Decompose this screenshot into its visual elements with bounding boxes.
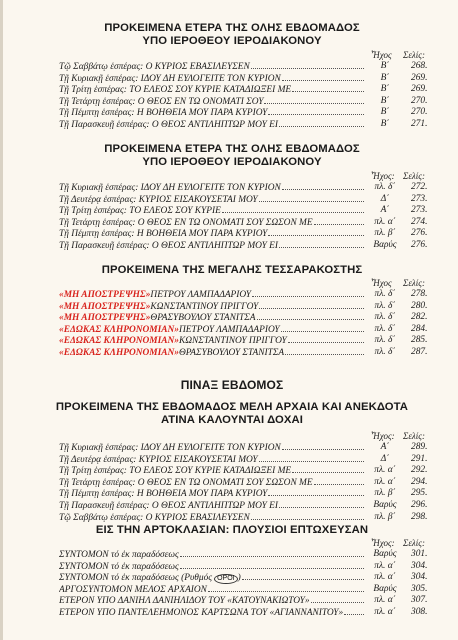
toc-entry-incipit: «ΕΔΩΚΑΣ ΚΛΗΡΟΝΟΜΙΑΝ» — [59, 336, 179, 347]
toc-entry-incipit: «ΜΗ ΑΠΟΣΤΡΕΨΗΣ» — [59, 313, 151, 324]
dot-leader — [242, 572, 364, 580]
column-headers — [3, 538, 458, 549]
toc-entry-page: 271. — [411, 118, 428, 129]
column-header-page: Σελίς: — [403, 278, 425, 288]
toc-entry-mode: πλ. δ΄ — [374, 312, 396, 323]
toc-entry-title — [59, 312, 364, 323]
dot-leader — [257, 312, 364, 320]
toc-entry-text: ΣΥΝΤΟΜΟΝ τό ἐκ παραδόσεως — [59, 561, 179, 572]
dot-leader — [251, 61, 364, 69]
dot-leader — [292, 84, 364, 92]
dot-leader — [292, 465, 364, 473]
section-5 — [3, 524, 458, 619]
dot-leader — [222, 205, 364, 213]
toc-entry-text: Τῇ Πέμπτῃ ἑσπέρας: Η ΒΟΗΘΕΙΑ ΜΟΥ ΠΑΡΑ ΚΥΡΙΟΥ — [59, 489, 268, 500]
column-header-page: Σελίς: — [403, 50, 425, 60]
toc-entry-title — [59, 454, 364, 465]
column-header-mode: Ἦχος — [371, 50, 392, 60]
toc-entry-page: 269. — [411, 84, 428, 95]
toc-entry-text: ΕΤΕΡΟΝ ΥΠΟ ΠΑΝΤΕΛΕΗΜΟΝΟΣ ΚΑΡΤΣΩΝΑ ΤΟΥ «ΑΓΙΑΝΝΑΝΙΤΟΥ» — [59, 607, 344, 618]
column-headers — [3, 431, 458, 442]
toc-list — [3, 549, 458, 619]
toc-entry-mode: πλ. α΄ — [374, 465, 396, 476]
toc-entry[interactable] — [3, 119, 458, 131]
toc-entry-page: 282. — [411, 312, 428, 323]
toc-entry-title — [59, 607, 364, 618]
dot-leader — [268, 107, 364, 115]
dot-leader — [311, 595, 364, 603]
toc-entry-page: 307. — [411, 595, 428, 606]
toc-entry-mode: Β΄ — [380, 95, 390, 106]
section-title-line-1: ΠΡΟΚΕΙΜΕΝΑ ΕΤΕΡΑ ΤΗΣ ΟΛΗΣ ΕΒΔΟΜΑΔΟΣ — [104, 143, 360, 155]
toc-entry-page: 273. — [411, 193, 428, 204]
section-1 — [3, 22, 458, 131]
toc-entry-text: ΘΡΑΣΥΒΟΥΛΟΥ ΣΤΑΝΙΤΣΑ — [179, 347, 285, 358]
section-title — [3, 22, 458, 48]
toc-entry[interactable] — [3, 240, 458, 252]
toc-entry-title — [59, 228, 364, 239]
section-title-line-1: ΕΙΣ ΤΗΝ ΑΡΤΟΚΛΑΣΙΑΝ: ΠΛΟΥΣΙΟΙ ΕΠΤΩΧΕΥΣΑΝ — [95, 524, 369, 536]
toc-entry-page: 294. — [411, 476, 428, 487]
toc-entry[interactable] — [3, 477, 458, 489]
section-2 — [3, 143, 458, 252]
toc-entry[interactable] — [3, 107, 458, 119]
toc-entry-page: 276. — [411, 228, 428, 239]
toc-entry-mode: πλ. β΄ — [374, 228, 396, 239]
toc-entry-title — [59, 584, 364, 595]
toc-entry-title — [59, 217, 364, 228]
toc-entry-page: 296. — [411, 499, 428, 510]
toc-entry-title — [59, 240, 364, 251]
toc-entry-incipit: «ΕΔΩΚΑΣ ΚΛΗΡΟΝΟΜΙΑΝ» — [59, 347, 179, 358]
toc-entry-page: 292. — [411, 465, 428, 476]
toc-entry[interactable] — [3, 500, 458, 512]
toc-entry[interactable] — [3, 572, 458, 584]
toc-entry-page: 305. — [411, 583, 428, 594]
section-title-line-2: ΥΠΟ ΙΕΡΟΘΕΟΥ ΙΕΡΟΔΙΑΚΟΝΟΥ — [142, 156, 322, 168]
toc-entry[interactable] — [3, 84, 458, 96]
toc-entry-text: ΘΡΑΣΥΒΟΥΛΟΥ ΣΤΑΝΙΤΣΑ — [150, 313, 256, 324]
toc-entry-mode: Β΄ — [380, 107, 390, 118]
toc-entry-page: 269. — [411, 72, 428, 83]
toc-entry-title — [59, 465, 364, 476]
toc-entry-text: Τῇ Παρασκευῇ ἑσπέρας: Ο ΘΕΟΣ ΑΝΤΙΛΗΠΤΩΡ ΜΟΥ ΕΙ — [59, 240, 278, 251]
toc-entry-title — [59, 572, 364, 584]
toc-list — [3, 61, 458, 131]
section-title — [3, 401, 458, 427]
toc-entry-title — [59, 119, 364, 130]
toc-entry-mode: πλ. α΄ — [374, 595, 396, 606]
toc-entry-mode: Βαρύς — [373, 239, 397, 250]
dot-leader — [282, 73, 364, 81]
toc-entry-title — [59, 301, 364, 312]
toc-entry[interactable] — [3, 61, 458, 73]
toc-entry-title — [59, 500, 364, 511]
toc-entry-mode: πλ. α΄ — [374, 572, 396, 583]
dot-leader — [285, 347, 364, 355]
toc-entry-page: 276. — [411, 239, 428, 250]
toc-entry-text: Τῷ Σαββάτῳ ἑσπέρας: Ο ΚΥΡΙΟΣ ΕΒΑΣΙΛΕΥΣΕΝ — [59, 62, 250, 72]
section-title-line-2: ΑΤΙΝΑ ΚΑΛΟΥΝΤΑΙ ΔΟΧΑΙ — [160, 414, 304, 426]
dot-leader — [314, 477, 364, 485]
toc-entry-text: Τῇ Τετάρτῃ ἑσπέρας: Ο ΘΕΟΣ ΕΝ ΤΩ ΟΝΟΜΑΤΙ ΣΟΥ ΣΩΣΟΝ ΜΕ — [59, 217, 313, 228]
dot-leader — [252, 289, 364, 297]
toc-entry-text: ΚΩΝΣΤΑΝΤΙΝΟΥ ΠΡΙΓΓΟΥ — [150, 301, 259, 312]
toc-entry-page: 308. — [411, 606, 428, 617]
toc-entry-incipit: «ΕΔΩΚΑΣ ΚΛΗΡΟΝΟΜΙΑΝ» — [59, 324, 179, 335]
toc-entry-incipit: «ΜΗ ΑΠΟΣΤΡΕΨΗΣ» — [59, 290, 151, 300]
toc-entry-page: 272. — [411, 182, 428, 192]
toc-entry-text: ΠΕΤΡΟΥ ΛΑΜΠΑΔΑΡΙΟΥ — [150, 290, 252, 300]
toc-entry-mode: Β΄ — [380, 72, 390, 83]
toc-entry-mode: πλ. δ΄ — [374, 323, 396, 334]
toc-entry[interactable] — [3, 301, 458, 313]
dot-leader — [259, 194, 364, 202]
toc-entry-title — [59, 96, 364, 107]
toc-entry-text: Τῇ Πέμπτῃ ἑσπέρας: Η ΒΟΗΘΕΙΑ ΜΟΥ ΠΑΡΑ ΚΥΡΙΟΥ — [59, 108, 268, 119]
toc-entry-title — [59, 289, 364, 300]
toc-entry-mode: πλ. α΄ — [374, 216, 396, 227]
toc-entry[interactable] — [3, 442, 458, 454]
toc-entry-title — [59, 488, 364, 499]
column-headers — [3, 50, 458, 61]
section-4 — [3, 378, 458, 523]
toc-entry-title — [59, 561, 364, 572]
toc-entry-text: ΠΕΤΡΟΥ ΛΑΜΠΑΔΑΡΙΟΥ — [179, 324, 280, 335]
toc-entry-mode: πλ. β΄ — [374, 488, 396, 499]
toc-entry-page: 284. — [411, 323, 428, 334]
toc-entry[interactable] — [3, 512, 458, 524]
toc-entry-page: 291. — [411, 453, 428, 464]
toc-entry-page: 298. — [411, 511, 428, 522]
toc-entry-mode: Βαρύς — [373, 499, 397, 510]
toc-entry-page: 289. — [411, 442, 428, 452]
toc-entry[interactable] — [3, 607, 458, 619]
column-header-mode: Ἦχος: — [371, 171, 395, 181]
section-3 — [3, 264, 458, 359]
toc-entry-title — [59, 194, 364, 205]
toc-entry-title — [59, 335, 364, 346]
dot-leader — [282, 442, 364, 450]
toc-entry[interactable] — [3, 228, 458, 240]
toc-entry-mode: πλ. δ΄ — [374, 335, 396, 346]
section-title — [3, 264, 458, 277]
column-headers — [3, 278, 458, 289]
toc-entry-text: Τῇ Παρασκευῇ ἑσπέρας: Ο ΘΕΟΣ ΑΝΤΙΛΗΠΤΩΡ ΜΟΥ ΕΙ — [59, 500, 278, 511]
toc-list — [3, 442, 458, 523]
toc-entry-page: 278. — [411, 289, 428, 299]
toc-entry[interactable] — [3, 182, 458, 194]
toc-entry-text: Τῇ Τρίτῃ ἑσπέρας: ΤΟ ΕΛΕΟΣ ΣΟΥ ΚΥΡΙΕ ΚΑΤΑΔΙΩΞΕΙ ΜΕ — [59, 85, 292, 96]
toc-entry-mode: πλ. α΄ — [374, 606, 396, 617]
dot-leader — [259, 454, 364, 462]
column-header-page: Σελίς: — [403, 171, 425, 181]
table-heading: ΠΙΝΑΞ ΕΒΔΟΜΟΣ — [180, 378, 284, 392]
toc-entry-text: Τῇ Τετάρτῃ ἑσπέρας: Ο ΘΕΟΣ ΕΝ ΤΩ ΟΝΟΜΑΤΙ ΣΟΥ — [59, 96, 264, 107]
toc-entry[interactable] — [3, 96, 458, 108]
section-title — [3, 524, 458, 537]
dot-leader — [344, 607, 364, 615]
toc-entry-mode: Δ΄ — [380, 193, 390, 204]
toc-entry-title — [59, 107, 364, 118]
toc-entry-text: ΚΩΝΣΤΑΝΤΙΝΟΥ ΠΡΙΓΓΟΥ — [179, 336, 287, 347]
toc-entry-mode: Α΄ — [380, 205, 390, 216]
toc-entry-text: Τῇ Τετάρτῃ ἑσπέρας: Ο ΘΕΟΣ ΕΝ ΤΩ ΟΝΟΜΑΤΙ ΣΟΥ ΣΩΣΟΝ ΜΕ — [59, 477, 313, 488]
toc-entry-title — [59, 182, 364, 193]
toc-entry-page: 274. — [411, 216, 428, 227]
toc-entry-mode: Α΄ — [380, 442, 390, 452]
toc-entry-mode: Β΄ — [380, 84, 390, 95]
toc-list — [3, 182, 458, 252]
toc-entry-title — [59, 324, 364, 335]
toc-entry-page: 304. — [411, 572, 428, 583]
toc-entry[interactable] — [3, 584, 458, 596]
toc-entry-page: 270. — [411, 107, 428, 118]
toc-entry-mode: πλ. δ΄ — [374, 300, 396, 311]
dot-leader — [180, 549, 364, 557]
dot-leader — [268, 488, 364, 496]
toc-entry-title — [59, 73, 364, 84]
dot-leader — [208, 584, 364, 592]
toc-entry[interactable] — [3, 73, 458, 85]
toc-entry-text: Τῇ Δευτέρᾳ ἑσπέρας: ΚΥΡΙΟΣ ΕΙΣΑΚΟΥΣΕΤΑΙ ΜΟΥ — [59, 454, 258, 465]
toc-entry[interactable] — [3, 205, 458, 217]
toc-list — [3, 289, 458, 359]
toc-entry-mode: Βαρύς — [373, 549, 397, 559]
section-title — [3, 143, 458, 169]
column-header-page: Σελίς: — [403, 431, 425, 441]
toc-entry[interactable] — [3, 289, 458, 301]
toc-entry-title — [59, 61, 364, 72]
rhythm-symbol: ΟΡΟΙ — [214, 574, 238, 584]
section-title-line-1: ΠΡΟΚΕΙΜΕΝΑ ΤΗΣ ΜΕΓΑΛΗΣ ΤΕΣΣΑΡΑΚΟΣΤΗΣ — [101, 264, 363, 276]
column-header-page: Σελίς: — [403, 538, 425, 548]
dot-leader — [314, 217, 364, 225]
dot-leader — [279, 119, 364, 127]
section-title-line-2: ΥΠΟ ΙΕΡΟΘΕΟΥ ΙΕΡΟΔΙΑΚΟΝΟΥ — [142, 35, 322, 47]
toc-entry-title — [59, 595, 364, 606]
toc-entry-text: Τῇ Κυριακῇ ἑσπέρας: ΙΔΟΥ ΔΗ ΕΥΛΟΓΕΙΤΕ ΤΟΝ ΚΥΡΙΟΝ — [59, 183, 281, 193]
toc-entry-page: 304. — [411, 560, 428, 571]
toc-entry[interactable] — [3, 335, 458, 347]
toc-entry[interactable] — [3, 595, 458, 607]
toc-entry-title — [59, 549, 364, 560]
toc-entry-title — [59, 205, 364, 216]
section-title-line-1: ΠΡΟΚΕΙΜΕΝΑ ΕΤΕΡΑ ΤΗΣ ΟΛΗΣ ΕΒΔΟΜΑΔΟΣ — [104, 22, 360, 34]
toc-entry-page: 273. — [411, 205, 428, 216]
toc-entry-text-end: ) — [237, 573, 241, 584]
toc-entry-text: Τῇ Δευτέρᾳ ἑσπέρας: ΚΥΡΙΟΣ ΕΙΣΑΚΟΥΣΕΤΑΙ ΜΟΥ — [59, 194, 258, 205]
toc-entry-text: Τῇ Τρίτῃ ἑσπέρας: ΤΟ ΕΛΕΟΣ ΣΟΥ ΚΥΡΙΕ ΚΑΤΑΔΙΩΞΕΙ ΜΕ — [59, 466, 292, 477]
column-header-mode: Ἦχος: — [371, 538, 395, 548]
dot-leader — [259, 301, 364, 309]
dot-leader — [180, 561, 364, 569]
toc-entry-mode: Βαρύς — [373, 583, 397, 594]
column-headers — [3, 171, 458, 182]
toc-entry[interactable] — [3, 312, 458, 324]
toc-entry-text: Τῷ Σαββάτῳ ἑσπέρας: Ο ΚΥΡΙΟΣ ΕΒΑΣΙΛΕΥΣΕΝ — [59, 512, 250, 523]
toc-entry[interactable] — [3, 488, 458, 500]
toc-entry-page: 287. — [411, 346, 428, 357]
column-header-mode: Ἦχος: — [371, 431, 395, 441]
toc-entry-mode: πλ. δ΄ — [374, 182, 396, 192]
toc-entry-text: Τῇ Πέμπτῃ ἑσπέρας: Η ΒΟΗΘΕΙΑ ΜΟΥ ΠΑΡΑ ΚΥΡΙΟΥ — [59, 229, 268, 240]
toc-entry-text: Τῇ Κυριακῇ ἑσπέρας: ΙΔΟΥ ΔΗ ΕΥΛΟΓΕΙΤΕ ΤΟΝ ΚΥΡΙΟΝ — [59, 443, 281, 453]
toc-entry-mode: Δ΄ — [380, 453, 390, 464]
toc-entry-text: Τῇ Κυριακῇ ἑσπέρας: ΙΔΟΥ ΔΗ ΕΥΛΟΓΕΙΤΕ ΤΟΝ ΚΥΡΙΟΝ — [59, 73, 281, 84]
dot-leader — [279, 500, 364, 508]
toc-entry-title — [59, 84, 364, 95]
toc-entry[interactable] — [3, 347, 458, 359]
toc-entry-mode: Β΄ — [380, 61, 390, 71]
toc-entry[interactable] — [3, 324, 458, 336]
toc-entry-title — [59, 347, 364, 358]
toc-entry-mode: πλ. α΄ — [374, 560, 396, 571]
toc-entry-text: Τῇ Τρίτῃ ἑσπέρας: ΤΟ ΕΛΕΟΣ ΣΟΥ ΚΥΡΙΕ — [59, 206, 221, 217]
toc-entry-page: 301. — [411, 549, 428, 559]
toc-entry[interactable] — [3, 549, 458, 561]
toc-entry-mode: Β΄ — [380, 118, 390, 129]
toc-entry-text: ΑΡΓΟΣΥΝΤΟΜΟΝ ΜΕΛΟΣ ΑΡΧΑΙΟΝ — [59, 584, 207, 595]
toc-entry-page: 280. — [411, 300, 428, 311]
toc-entry[interactable] — [3, 454, 458, 466]
column-header-mode: Ἦχος — [371, 278, 392, 288]
toc-entry-title — [59, 442, 364, 453]
toc-entry-text: ΣΥΝΤΟΜΟΝ τό ἐκ παραδόσεως (Ρυθμός — [59, 573, 213, 584]
dot-leader — [264, 96, 364, 104]
toc-entry-mode: πλ. δ΄ — [374, 346, 396, 357]
toc-entry[interactable] — [3, 465, 458, 477]
toc-entry[interactable] — [3, 217, 458, 229]
toc-entry-title — [59, 477, 364, 488]
dot-leader — [281, 324, 364, 332]
dot-leader — [282, 182, 364, 190]
section-title-line-1: ΠΡΟΚΕΙΜΕΝΑ ΤΗΣ ΕΒΔΟΜΑΔΟΣ ΜΕΛΗ ΑΡΧΑΙΑ ΚΑΙ ΑΝΕΚΔΟΤΑ — [55, 401, 409, 413]
toc-entry-page: 270. — [411, 95, 428, 106]
toc-entry-incipit: «ΜΗ ΑΠΟΣΤΡΕΨΗΣ» — [59, 301, 151, 312]
toc-entry-mode: πλ. δ΄ — [374, 289, 396, 299]
toc-entry-page: 285. — [411, 335, 428, 346]
toc-entry-text: Τῇ Παρασκευῇ ἑσπέρας: Ο ΘΕΟΣ ΑΝΤΙΛΗΠΤΩΡ ΜΟΥ ΕΙ — [59, 119, 278, 130]
toc-entry-mode: πλ. β΄ — [374, 511, 396, 522]
toc-entry[interactable] — [3, 194, 458, 206]
dot-leader — [279, 240, 364, 248]
toc-entry-title — [59, 512, 364, 523]
toc-entry-page: 268. — [411, 61, 428, 71]
dot-leader — [288, 335, 364, 343]
dot-leader — [268, 228, 364, 236]
toc-entry-mode: πλ. α΄ — [374, 476, 396, 487]
toc-entry[interactable] — [3, 561, 458, 573]
toc-entry-text: ΕΤΕΡΟΝ ΥΠΟ ΔΑΝΙΗΛ ΔΑΝΙΗΛΙΔΟΥ ΤΟΥ «ΚΑΤΟΥΝΑΚΙΩΤΟΥ» — [59, 596, 310, 607]
dot-leader — [251, 512, 364, 520]
toc-entry-page: 295. — [411, 488, 428, 499]
toc-entry-text: ΣΥΝΤΟΜΟΝ τό ἐκ παραδόσεως — [59, 550, 179, 560]
